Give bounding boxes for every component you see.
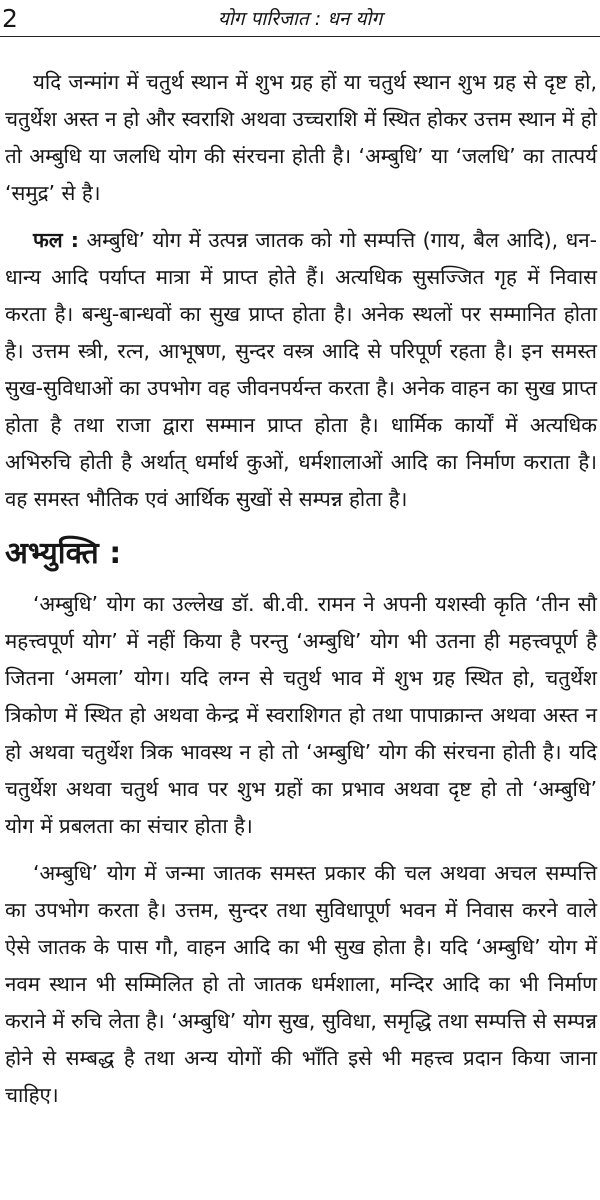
- abhyukti-paragraph-2: ‘अम्बुधि’ योग में जन्मा जातक समस्त प्रकार की चल अथवा अचल सम्पत्ति का उपभोग करता है। उत्तम, सुन्दर तथा सुविधापूर्ण भवन में निवास करने वाले ऐसे जातक के पास गौ, वाहन आदि का भी सुख होता है। यदि ‘अम्बुधि’ योग में नवम स्थान भी सम्मिलित हो तो जातक धर्मशाला, मन्दिर आदि का भी निर्माण कराने में रुचि लेता है। ‘अम्बुधि’ योग सुख, सुविधा, समृद्धि तथा सम्पत्ति से सम्पन्न होने से सम्बद्ध है तथा अन्य योगों की भाँति इसे भी महत्त्व प्रदान किया जाना चाहिए।: [5, 861, 597, 1107]
- abhyukti-paragraph-1: ‘अम्बुधि’ योग का उल्लेख डॉ. बी.वी. रामन ने अपनी यशस्वी कृति ‘तीन सौ महत्त्वपूर्ण योग’ में नहीं किया है परन्तु ‘अम्बुधि’ योग भी उतना ही महत्त्वपूर्ण है जितना ‘अमला’ योग। यदि लग्न से चतुर्थ भाव में शुभ ग्रह स्थित हो, चतुर्थेश त्रिकोण में स्थित हो अथवा केन्द्र में स्वराशिगत हो तथा पापाक्रान्त अथवा अस्त न हो अथवा चतुर्थेश त्रिक भावस्थ न हो तो ‘अम्बुधि’ योग की संरचना होती है। यदि चतुर्थेश अथवा चतुर्थ भाव पर शुभ ग्रहों का प्रभाव अथवा दृष्ट हो तो ‘अम्बुधि’ योग में प्रबलता का संचार होता है।: [5, 592, 597, 838]
- page-header: [0, 4, 600, 37]
- intro-paragraph: यदि जन्मांग में चतुर्थ स्थान में शुभ ग्रह हों या चतुर्थ स्थान शुभ ग्रह से दृष्ट हो, चतुर्थेश अस्त न हो और स्वराशि अथवा उच्चराशि में स्थित होकर उत्तम स्थान में हो तो अम्बुधि या जलधि योग की संरचना होती है। ‘अम्बुधि’ या ‘जलधि’ का तात्पर्य ‘समुद्र’ से है।: [5, 70, 597, 205]
- running-title: योग पारिजात : धन योग: [217, 8, 383, 30]
- phal-text: अम्बुधि’ योग में उत्पन्न जातक को गो सम्पत्ति (गाय, बैल आदि), धन-धान्य आदि पर्याप्त मात्रा में प्राप्त होते हैं। अत्यधिक सुसज्जित गृह में निवास करता है। बन्धु-बान्धवों का सुख प्राप्त होता है। अनेक स्थलों पर सम्मानित होता है। उत्तम स्त्री, रत्न, आभूषण, सुन्दर वस्त्र आदि से परिपूर्ण रहता है। इन समस्त सुख-सुविधाओं का उपभोग वह जीवनपर्यन्त करता है। अनेक वाहन का सुख प्राप्त होता है तथा राजा द्वारा सम्मान प्राप्त होता है। धार्मिक कार्यों में अत्यधिक अभिरुचि होती है अर्थात् धर्मार्थ कुओं, धर्मशालाओं आदि का निर्माण कराता है। वह समस्त भौतिक एवं आर्थिक सुखों से सम्पन्न होता है।: [5, 228, 597, 511]
- page-body: [5, 64, 597, 1114]
- phal-label: फल :: [33, 228, 80, 252]
- section-heading-abhyukti: अभ्युक्ति :: [5, 536, 122, 571]
- phal-paragraph: [5, 222, 597, 518]
- page-number: 2: [2, 4, 18, 33]
